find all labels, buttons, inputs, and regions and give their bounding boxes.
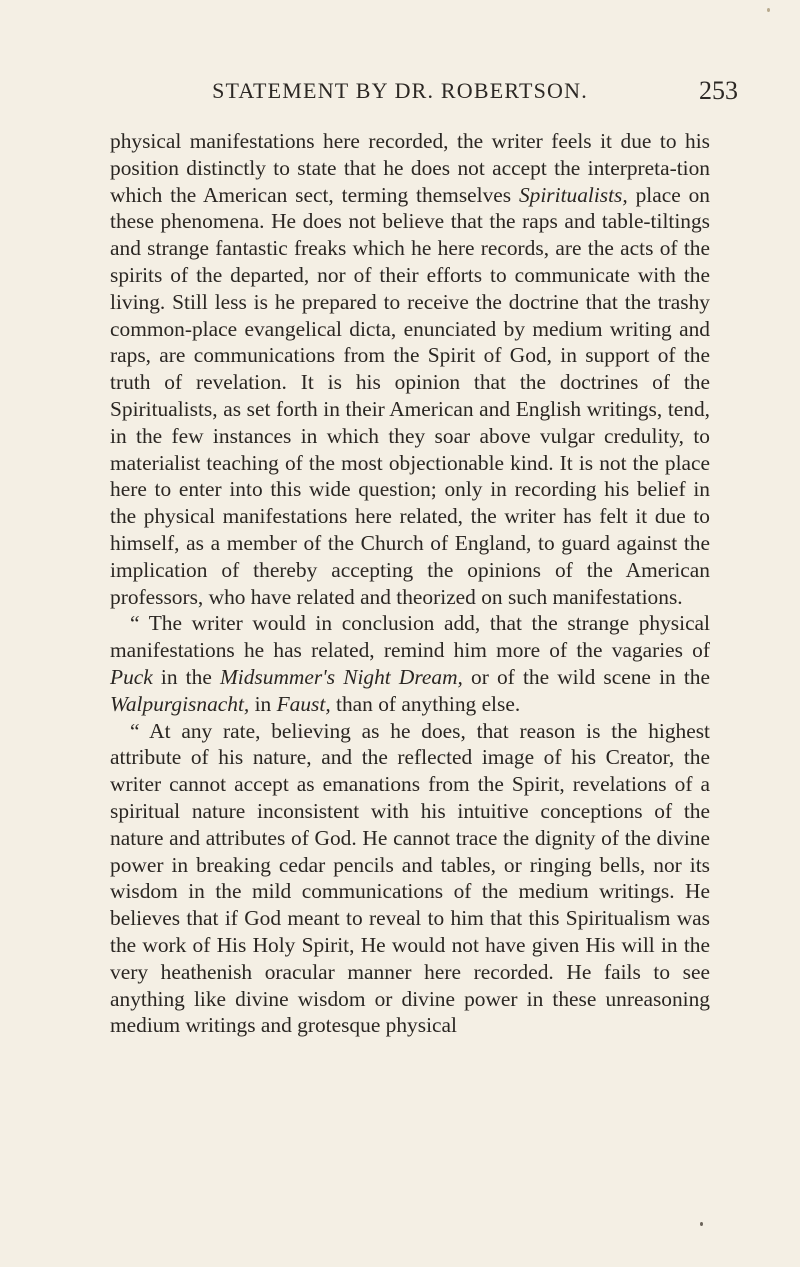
body-text	[110, 128, 710, 1039]
italic-segment: Puck	[110, 664, 153, 689]
italic-segment: Spiritualists,	[518, 182, 628, 207]
italic-segment: Faust,	[276, 691, 331, 716]
text-segment: in the	[152, 664, 220, 689]
text-segment: than of anything else.	[330, 691, 521, 716]
paragraph	[110, 610, 710, 717]
page-number: 253	[699, 76, 738, 105]
text-segment: or of the wild scene in the	[462, 664, 710, 689]
text-segment: physical manifestations here recorded, the writer feels it due to his position distinctly to state that he does not accept the interpreta-tion which the American sect, terming themselves	[110, 129, 710, 207]
running-title: STATEMENT BY DR. ROBERTSON.	[212, 78, 588, 103]
text-segment: place on these phenomena. He does not believe that the raps and table-tiltings and strange fantastic freaks which he here records, are the acts of the spirits of the departed, nor of their efforts to communicate with the living. Still less is he prepared to receive the doctrine that the trashy common-place evangelical dicta, enunciated by medium writing and raps, are communications from the Spirit of God, in support of the truth of revelation. It is his opinion that the doctrines of the Spiritualists, as set forth in their American and English writings, tend, in the few instances in which they soar above vulgar credulity, to materialist teaching of the most objectionable kind. It is not the place here to enter into this wide question; only in recording his belief in the physical manifestations here related, the writer has felt it due to himself, as a member of the Church of England, to guard against the implication of thereby accepting the opinions of the American professors, who have related and theorized on such manifestations.	[110, 182, 710, 609]
italic-segment: Midsummer's Night Dream,	[219, 664, 463, 689]
paper-speck	[700, 1222, 703, 1226]
paragraph	[110, 128, 710, 610]
paragraph	[110, 718, 710, 1040]
paper-speck	[767, 8, 770, 12]
italic-segment: Walpurgisnacht,	[110, 691, 250, 716]
text-segment: “ At any rate, believing as he does, that reason is the highest attribute of his nature, and the reflected image of his Creator, the writer cannot accept as emanations from the Spirit, revelations of a spiritual nature inconsistent with his intuitive conceptions of the nature and attributes of God. He cannot trace the dignity of the divine power in breaking cedar pencils and tables, or ringing bells, nor its wisdom in the mild communications of the medium writings. He believes that if God meant to reveal to him that this Spiritualism was the work of His Holy Spirit, He would not have given His will in the very heathenish oracular manner here recorded. He fails to see anything like divine wisdom or divine power in these unreasoning medium writings and grotesque physical	[110, 718, 710, 1038]
text-segment: in	[249, 691, 277, 716]
text-segment: “ The writer would in conclusion add, that the strange physical manifestations he has related, remind him more of the vagaries of	[110, 611, 710, 663]
running-head	[0, 76, 800, 106]
